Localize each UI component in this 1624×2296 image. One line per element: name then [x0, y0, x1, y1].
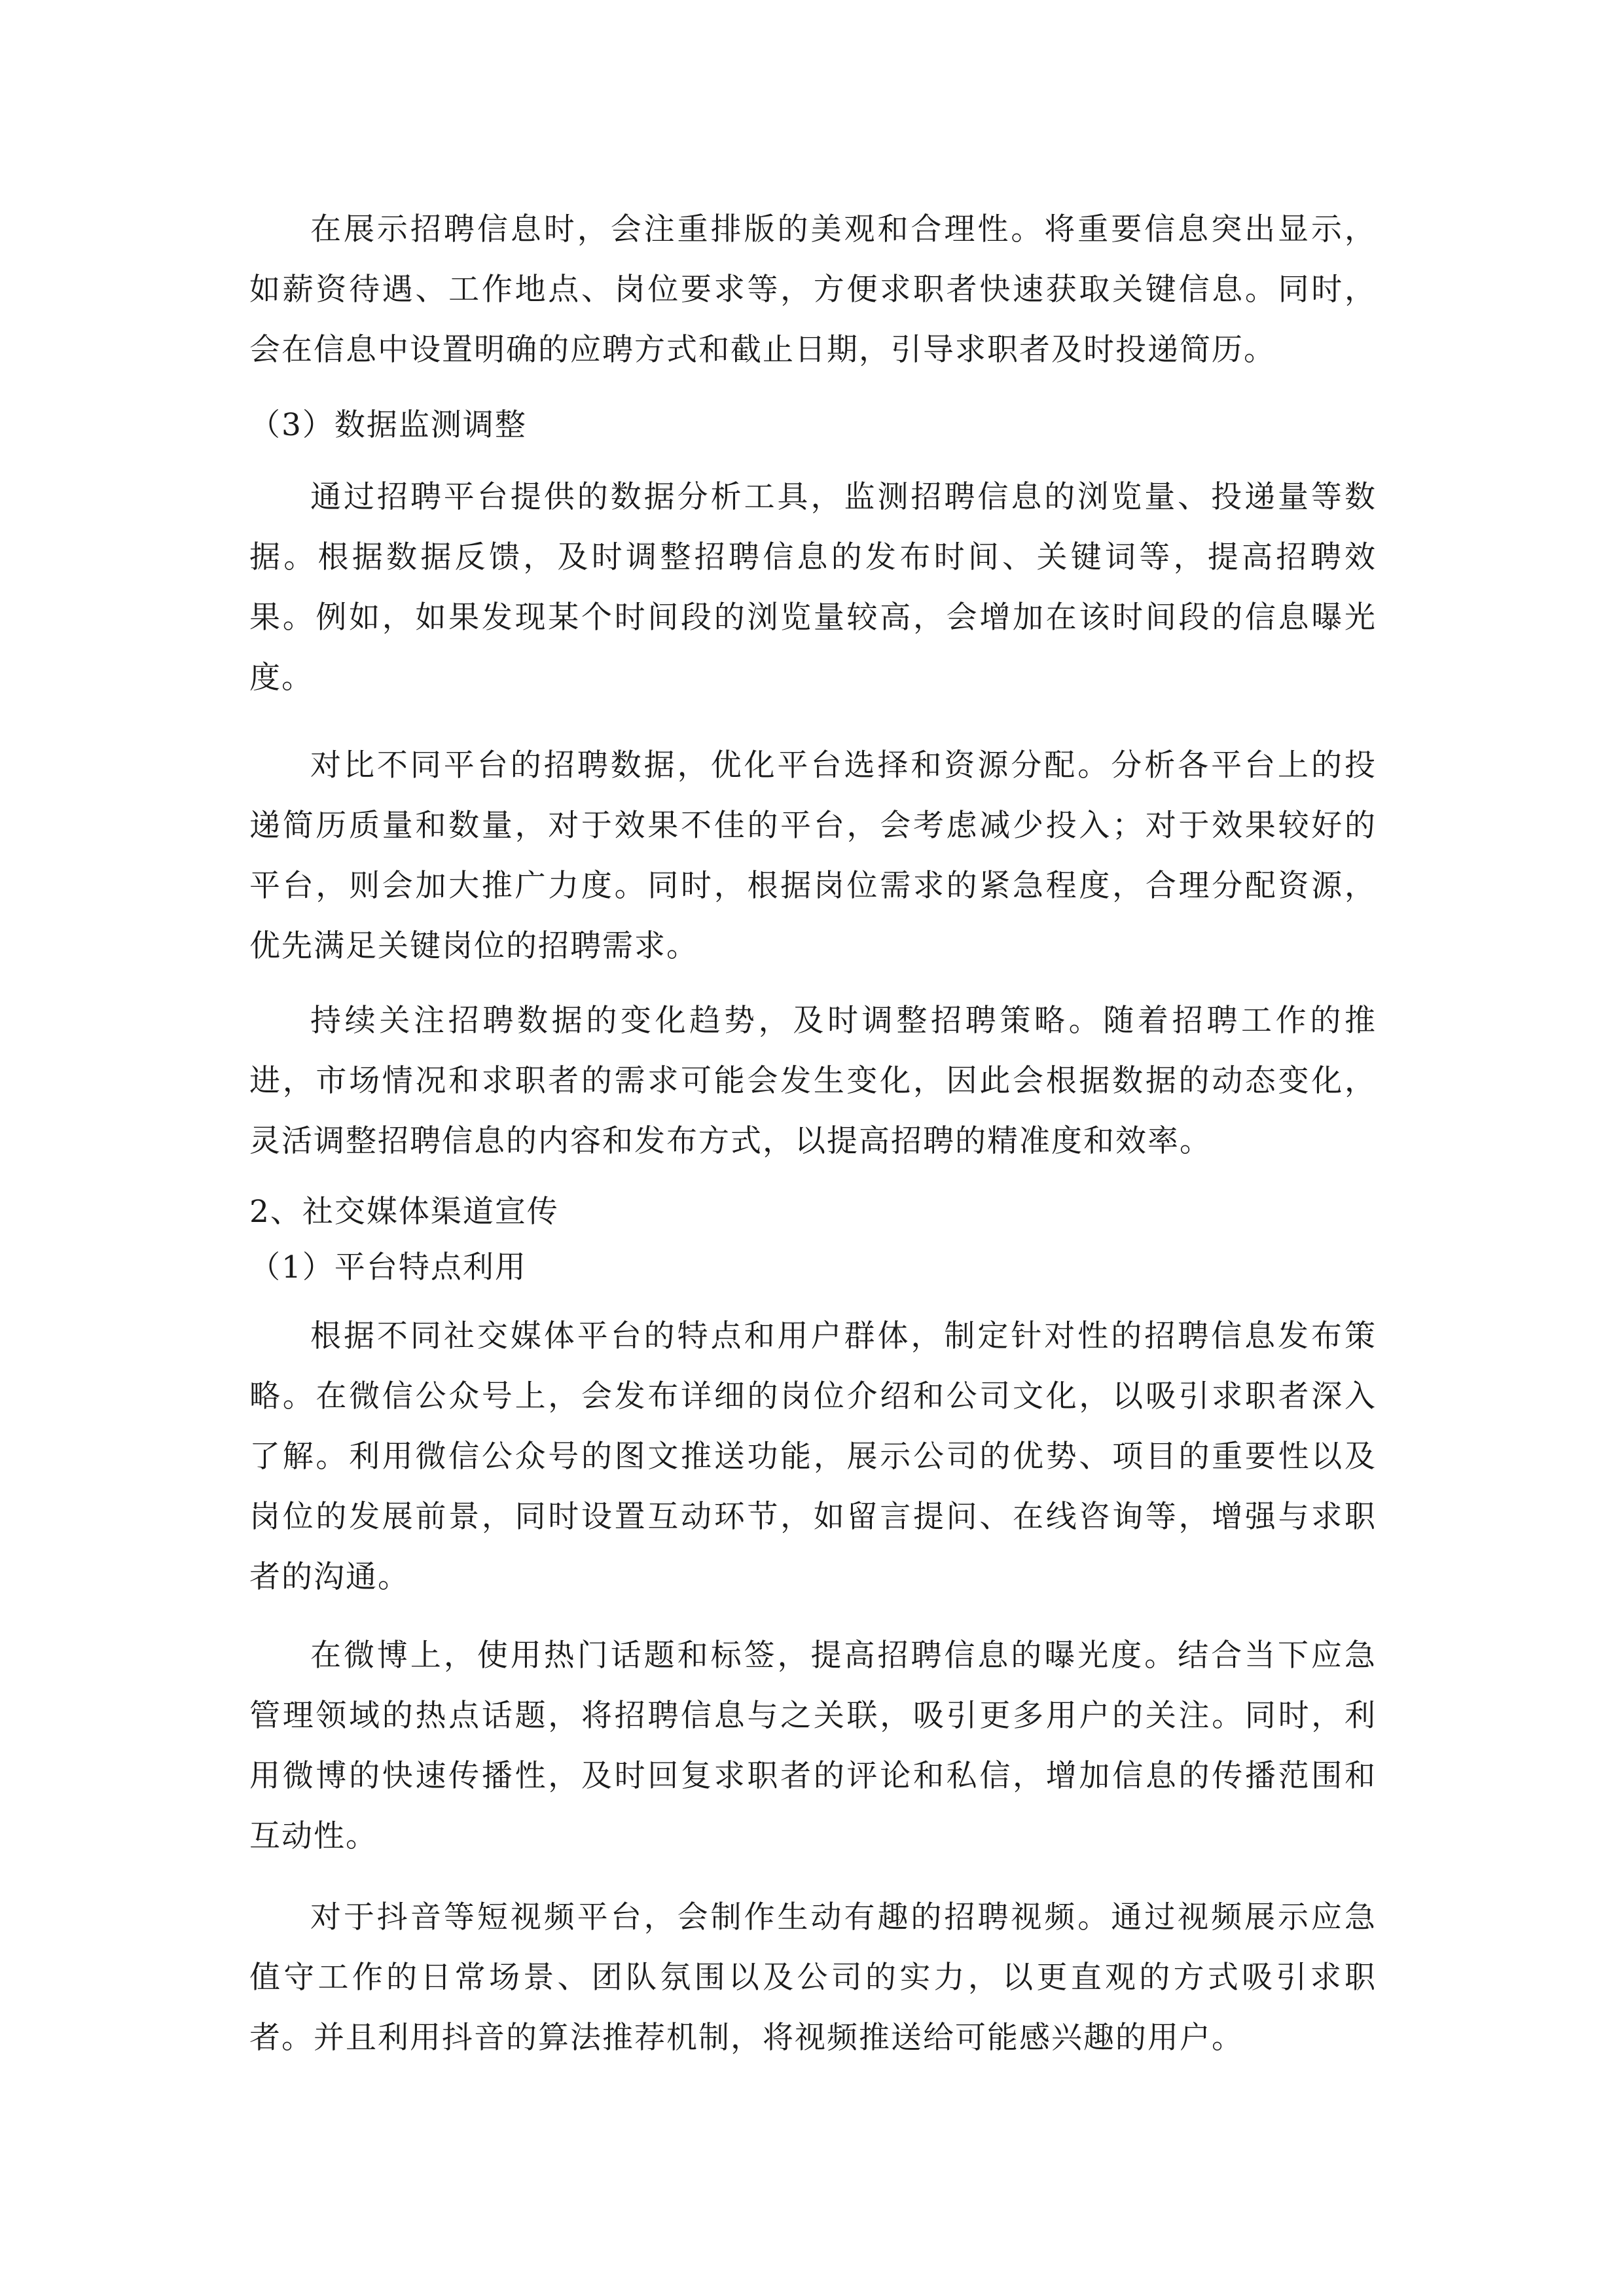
paragraph-line: 递简历质量和数量，对于效果不佳的平台，会考虑减少投入；对于效果较好的: [249, 808, 1375, 844]
paragraph-line: 据。根据数据反馈，及时调整招聘信息的发布时间、关键词等，提高招聘效: [249, 539, 1375, 575]
paragraph-line: 者的沟通。: [249, 1559, 410, 1595]
paragraph-line: 对于抖音等短视频平台，会制作生动有趣的招聘视频。通过视频展示应急: [310, 1899, 1375, 1935]
paragraph-line: 灵活调整招聘信息的内容和发布方式，以提高招聘的精准度和效率。: [249, 1123, 1212, 1159]
paragraph-line: 岗位的发展前景，同时设置互动环节，如留言提问、在线咨询等，增强与求职: [249, 1499, 1375, 1535]
paragraph-line: 略。在微信公众号上，会发布详细的岗位介绍和公司文化，以吸引求职者深入: [249, 1378, 1375, 1414]
paragraph-line: 用微博的快速传播性，及时回复求职者的评论和私信，增加信息的传播范围和: [249, 1758, 1375, 1794]
paragraph-line: 优先满足关键岗位的招聘需求。: [249, 928, 698, 964]
paragraph-line: 进，市场情况和求职者的需求可能会发生变化，因此会根据数据的动态变化，: [249, 1063, 1375, 1099]
paragraph-line: 了解。利用微信公众号的图文推送功能，展示公司的优势、项目的重要性以及: [249, 1439, 1375, 1475]
paragraph-line: 管理领域的热点话题，将招聘信息与之关联，吸引更多用户的关注。同时，利: [249, 1698, 1375, 1734]
paragraph-line: 根据不同社交媒体平台的特点和用户群体，制定针对性的招聘信息发布策: [310, 1318, 1375, 1354]
paragraph-line: 通过招聘平台提供的数据分析工具，监测招聘信息的浏览量、投递量等数: [310, 479, 1375, 515]
section-heading: （3）数据监测调整: [249, 407, 527, 443]
paragraph-line: 对比不同平台的招聘数据，优化平台选择和资源分配。分析各平台上的投: [310, 747, 1375, 783]
paragraph-line: 持续关注招聘数据的变化趋势，及时调整招聘策略。随着招聘工作的推: [310, 1003, 1375, 1039]
paragraph-line: 度。: [249, 660, 314, 696]
section-heading: 2、社交媒体渠道宣传: [249, 1194, 559, 1230]
paragraph-line: 如薪资待遇、工作地点、岗位要求等，方便求职者快速获取关键信息。同时，: [249, 272, 1375, 308]
subsection-heading: （1）平台特点利用: [249, 1249, 527, 1285]
paragraph-line: 在微博上，使用热门话题和标签，提高招聘信息的曝光度。结合当下应急: [310, 1638, 1375, 1674]
paragraph-line: 果。例如，如果发现某个时间段的浏览量较高，会增加在该时间段的信息曝光: [249, 600, 1375, 636]
paragraph-line: 互动性。: [249, 1818, 378, 1854]
paragraph-line: 值守工作的日常场景、团队氛围以及公司的实力，以更直观的方式吸引求职: [249, 1960, 1375, 1996]
paragraph-line: 会在信息中设置明确的应聘方式和截止日期，引导求职者及时投递简历。: [249, 332, 1276, 368]
paragraph-line: 在展示招聘信息时，会注重排版的美观和合理性。将重要信息突出显示，: [310, 211, 1375, 247]
paragraph-line: 者。并且利用抖音的算法推荐机制，将视频推送给可能感兴趣的用户。: [249, 2020, 1244, 2056]
paragraph-line: 平台，则会加大推广力度。同时，根据岗位需求的紧急程度，合理分配资源，: [249, 868, 1375, 904]
